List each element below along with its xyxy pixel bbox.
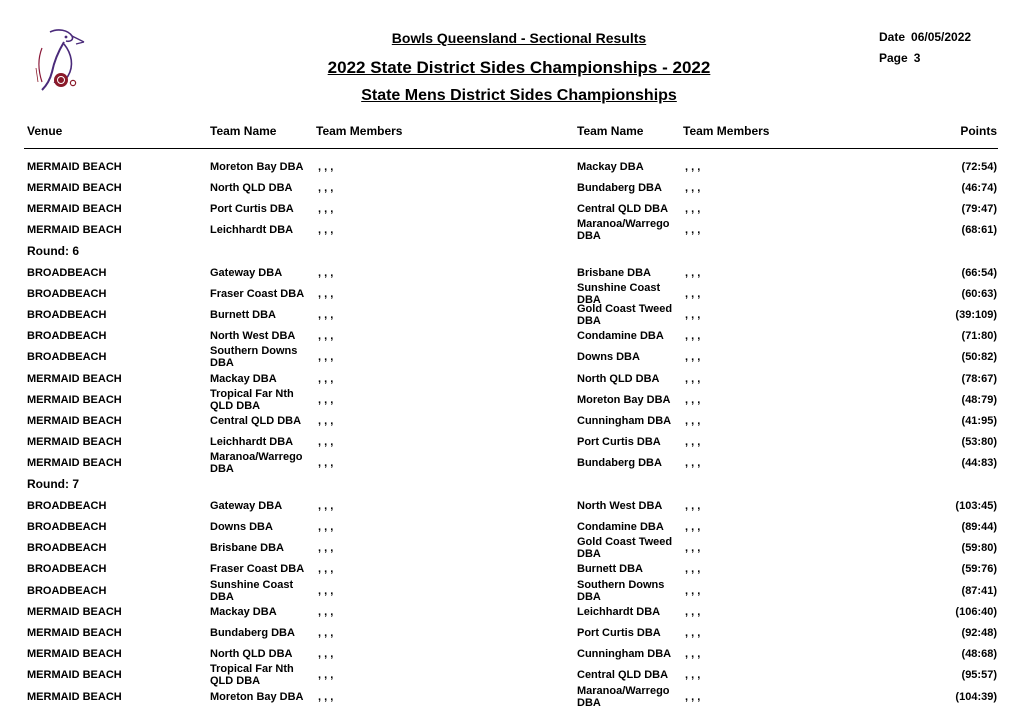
team-members-1-cell: , , , [318,160,334,173]
points-cell: (60:63) [961,287,997,300]
team-members-1-cell: , , , [318,690,334,703]
venue-cell: BROADBEACH [27,351,107,364]
team-members-2-cell: , , , [685,224,701,237]
points-cell: (72:54) [961,160,997,173]
team-members-1-cell: , , , [318,308,334,321]
competition-title: State Mens District Sides Championships [361,87,677,104]
team-members-2-cell: , , , [685,308,701,321]
team-name-1-cell: Fraser Coast DBA [210,287,305,300]
table-row [0,326,1024,347]
team-members-1-cell: , , , [318,457,334,470]
team-members-2-cell: , , , [685,648,701,661]
table-row [0,516,1024,537]
team-members-1-cell: , , , [318,181,334,194]
team-name-2-cell: Port Curtis DBA [577,436,661,449]
team-members-2-cell: , , , [685,690,701,703]
event-title: 2022 State District Sides Championships - 2022 [327,58,711,77]
table-row [0,262,1024,283]
team-name-1-cell: Gateway DBA [210,266,283,279]
venue-cell: MERMAID BEACH [27,626,122,639]
team-members-2-cell: , , , [685,605,701,618]
team-name-1-cell: Leichhardt DBA [210,436,294,449]
page-label: Page [879,51,908,65]
table-row [0,304,1024,325]
team-members-2-cell: , , , [685,393,701,406]
venue-cell: MERMAID BEACH [27,160,122,173]
points-cell: (78:67) [961,372,997,385]
team-name-2-cell: Sunshine Coast DBA [577,281,661,306]
date-label: Date [879,30,906,44]
team-members-1-cell: , , , [318,499,334,512]
team-name-1-cell: North West DBA [210,330,296,343]
team-name-1-cell: Tropical Far Nth QLD DBA [210,663,294,688]
team-name-1-cell: Central QLD DBA [210,414,302,427]
team-name-1-cell: North QLD DBA [210,181,293,194]
venue-cell: MERMAID BEACH [27,648,122,661]
team-name-1-cell: Burnett DBA [210,308,276,321]
team-name-2-cell: North QLD DBA [577,372,660,385]
team-name-2-cell: Southern Downs DBA [577,578,665,603]
venue-cell: MERMAID BEACH [27,414,122,427]
team-name-2-cell: Condamine DBA [577,330,664,343]
team-name-1-cell: Mackay DBA [210,372,277,385]
team-members-1-cell: , , , [318,287,334,300]
points-cell: (66:54) [961,266,997,279]
team-members-1-cell: , , , [318,330,334,343]
venue-cell: BROADBEACH [27,542,107,555]
team-members-2-cell: , , , [685,457,701,470]
team-name-2-cell: Central QLD DBA [577,202,669,215]
team-members-2-cell: , , , [685,266,701,279]
team-members-1-cell: , , , [318,266,334,279]
team-name-1-cell: Southern Downs DBA [210,345,298,370]
venue-cell: MERMAID BEACH [27,457,122,470]
venue-cell: MERMAID BEACH [27,690,122,703]
table-row [0,559,1024,580]
team-name-1-cell: Port Curtis DBA [210,202,294,215]
team-name-1-cell: Moreton Bay DBA [210,690,304,703]
team-name-1-cell: Maranoa/Warrego DBA [210,451,303,476]
venue-cell: MERMAID BEACH [27,372,122,385]
team-members-1-cell: , , , [318,520,334,533]
team-name-1-cell: North QLD DBA [210,648,293,661]
column-header-team-name-1: Team Name [210,124,277,138]
venue-cell: MERMAID BEACH [27,202,122,215]
round-heading: Round: 6 [27,243,79,258]
team-members-2-cell: , , , [685,542,701,555]
column-header-team-members-1: Team Members [316,124,403,138]
venue-cell: MERMAID BEACH [27,669,122,682]
team-name-1-cell: Moreton Bay DBA [210,160,304,173]
team-members-1-cell: , , , [318,202,334,215]
venue-cell: BROADBEACH [27,584,107,597]
team-name-1-cell: Brisbane DBA [210,542,284,555]
team-members-2-cell: , , , [685,520,701,533]
team-members-1-cell: , , , [318,669,334,682]
team-name-1-cell: Bundaberg DBA [210,626,295,639]
page-value: 3 [913,51,921,65]
table-row [0,220,1024,241]
team-name-2-cell: Bundaberg DBA [577,181,662,194]
table-row [0,198,1024,219]
team-name-2-cell: Leichhardt DBA [577,605,661,618]
venue-cell: MERMAID BEACH [27,436,122,449]
table-row [0,156,1024,177]
team-name-2-cell: Cunningham DBA [577,414,672,427]
venue-cell: BROADBEACH [27,308,107,321]
team-members-1-cell: , , , [318,414,334,427]
points-cell: (46:74) [961,181,997,194]
team-name-2-cell: Bundaberg DBA [577,457,662,470]
team-name-2-cell: Brisbane DBA [577,266,651,279]
venue-cell: MERMAID BEACH [27,605,122,618]
points-cell: (89:44) [961,520,997,533]
team-members-2-cell: , , , [685,499,701,512]
date-value: 06/05/2022 [911,30,972,44]
points-cell: (53:80) [961,436,997,449]
points-cell: (59:76) [961,563,997,576]
team-members-2-cell: , , , [685,330,701,343]
venue-cell: MERMAID BEACH [27,181,122,194]
venue-cell: BROADBEACH [27,266,107,279]
table-row [0,538,1024,559]
points-cell: (71:80) [961,330,997,343]
venue-cell: BROADBEACH [27,287,107,300]
column-header-team-members-2: Team Members [683,124,770,138]
team-members-1-cell: , , , [318,393,334,406]
venue-cell: BROADBEACH [27,330,107,343]
table-row [0,644,1024,665]
team-members-2-cell: , , , [685,160,701,173]
team-members-2-cell: , , , [685,626,701,639]
team-members-1-cell: , , , [318,563,334,576]
team-name-1-cell: Gateway DBA [210,499,283,512]
team-name-2-cell: Cunningham DBA [577,648,672,661]
team-name-2-cell: Port Curtis DBA [577,626,661,639]
team-members-1-cell: , , , [318,605,334,618]
team-name-2-cell: Maranoa/Warrego DBA [577,218,670,243]
team-members-2-cell: , , , [685,414,701,427]
team-members-2-cell: , , , [685,181,701,194]
team-name-2-cell: Moreton Bay DBA [577,393,671,406]
venue-cell: BROADBEACH [27,499,107,512]
team-members-1-cell: , , , [318,224,334,237]
table-row [0,601,1024,622]
team-name-2-cell: Downs DBA [577,351,640,364]
team-name-1-cell: Tropical Far Nth QLD DBA [210,387,294,412]
team-name-1-cell: Fraser Coast DBA [210,563,305,576]
table-row [0,347,1024,368]
venue-cell: BROADBEACH [27,563,107,576]
team-members-2-cell: , , , [685,669,701,682]
points-cell: (48:79) [961,393,997,406]
points-cell: (44:83) [961,457,997,470]
table-row [0,453,1024,474]
table-row [0,432,1024,453]
team-members-2-cell: , , , [685,563,701,576]
table-row [0,580,1024,601]
venue-cell: MERMAID BEACH [27,224,122,237]
table-row [0,665,1024,686]
column-header-team-name-2: Team Name [577,124,644,138]
points-cell: (59:80) [961,542,997,555]
points-cell: (48:68) [961,648,997,661]
report-source-title: Bowls Queensland - Sectional Results [391,30,647,46]
points-cell: (39:109) [955,308,997,321]
table-row [0,495,1024,516]
team-members-2-cell: , , , [685,287,701,300]
round-heading: Round: 7 [27,477,79,491]
table-row [0,622,1024,643]
team-members-1-cell: , , , [318,542,334,555]
table-row [0,368,1024,389]
team-members-2-cell: , , , [685,351,701,364]
team-members-1-cell: , , , [318,584,334,597]
points-cell: (41:95) [961,414,997,427]
team-members-1-cell: , , , [318,626,334,639]
team-members-2-cell: , , , [685,584,701,597]
team-name-1-cell: Leichhardt DBA [210,224,294,237]
team-members-1-cell: , , , [318,372,334,385]
team-members-2-cell: , , , [685,372,701,385]
points-cell: (87:41) [961,584,997,597]
team-name-2-cell: Condamine DBA [577,520,664,533]
table-row [0,410,1024,431]
venue-cell: BROADBEACH [27,520,107,533]
points-cell: (92:48) [961,626,997,639]
column-header-venue: Venue [27,124,63,138]
table-row [0,283,1024,304]
points-cell: (95:57) [961,669,997,682]
venue-cell: MERMAID BEACH [27,393,122,406]
table-row [0,389,1024,410]
table-row [0,686,1024,707]
team-members-1-cell: , , , [318,648,334,661]
team-name-2-cell: Central QLD DBA [577,669,669,682]
team-members-1-cell: , , , [318,436,334,449]
team-name-2-cell: Mackay DBA [577,160,644,173]
team-name-2-cell: Gold Coast Tweed DBA [577,536,673,561]
team-name-1-cell: Mackay DBA [210,605,277,618]
points-cell: (50:82) [961,351,997,364]
team-members-2-cell: , , , [685,202,701,215]
table-row [0,177,1024,198]
team-name-2-cell: Gold Coast Tweed DBA [577,302,673,327]
team-members-2-cell: , , , [685,436,701,449]
points-cell: (106:40) [955,605,997,618]
column-header-points: Points [960,124,997,138]
points-cell: (103:45) [955,499,997,512]
points-cell: (68:61) [961,224,997,237]
team-name-1-cell: Sunshine Coast DBA [210,578,294,603]
team-name-1-cell: Downs DBA [210,520,273,533]
team-name-2-cell: Maranoa/Warrego DBA [577,684,670,709]
points-cell: (104:39) [955,690,997,703]
team-name-2-cell: North West DBA [577,499,663,512]
team-name-2-cell: Burnett DBA [577,563,643,576]
team-members-1-cell: , , , [318,351,334,364]
points-cell: (79:47) [961,202,997,215]
